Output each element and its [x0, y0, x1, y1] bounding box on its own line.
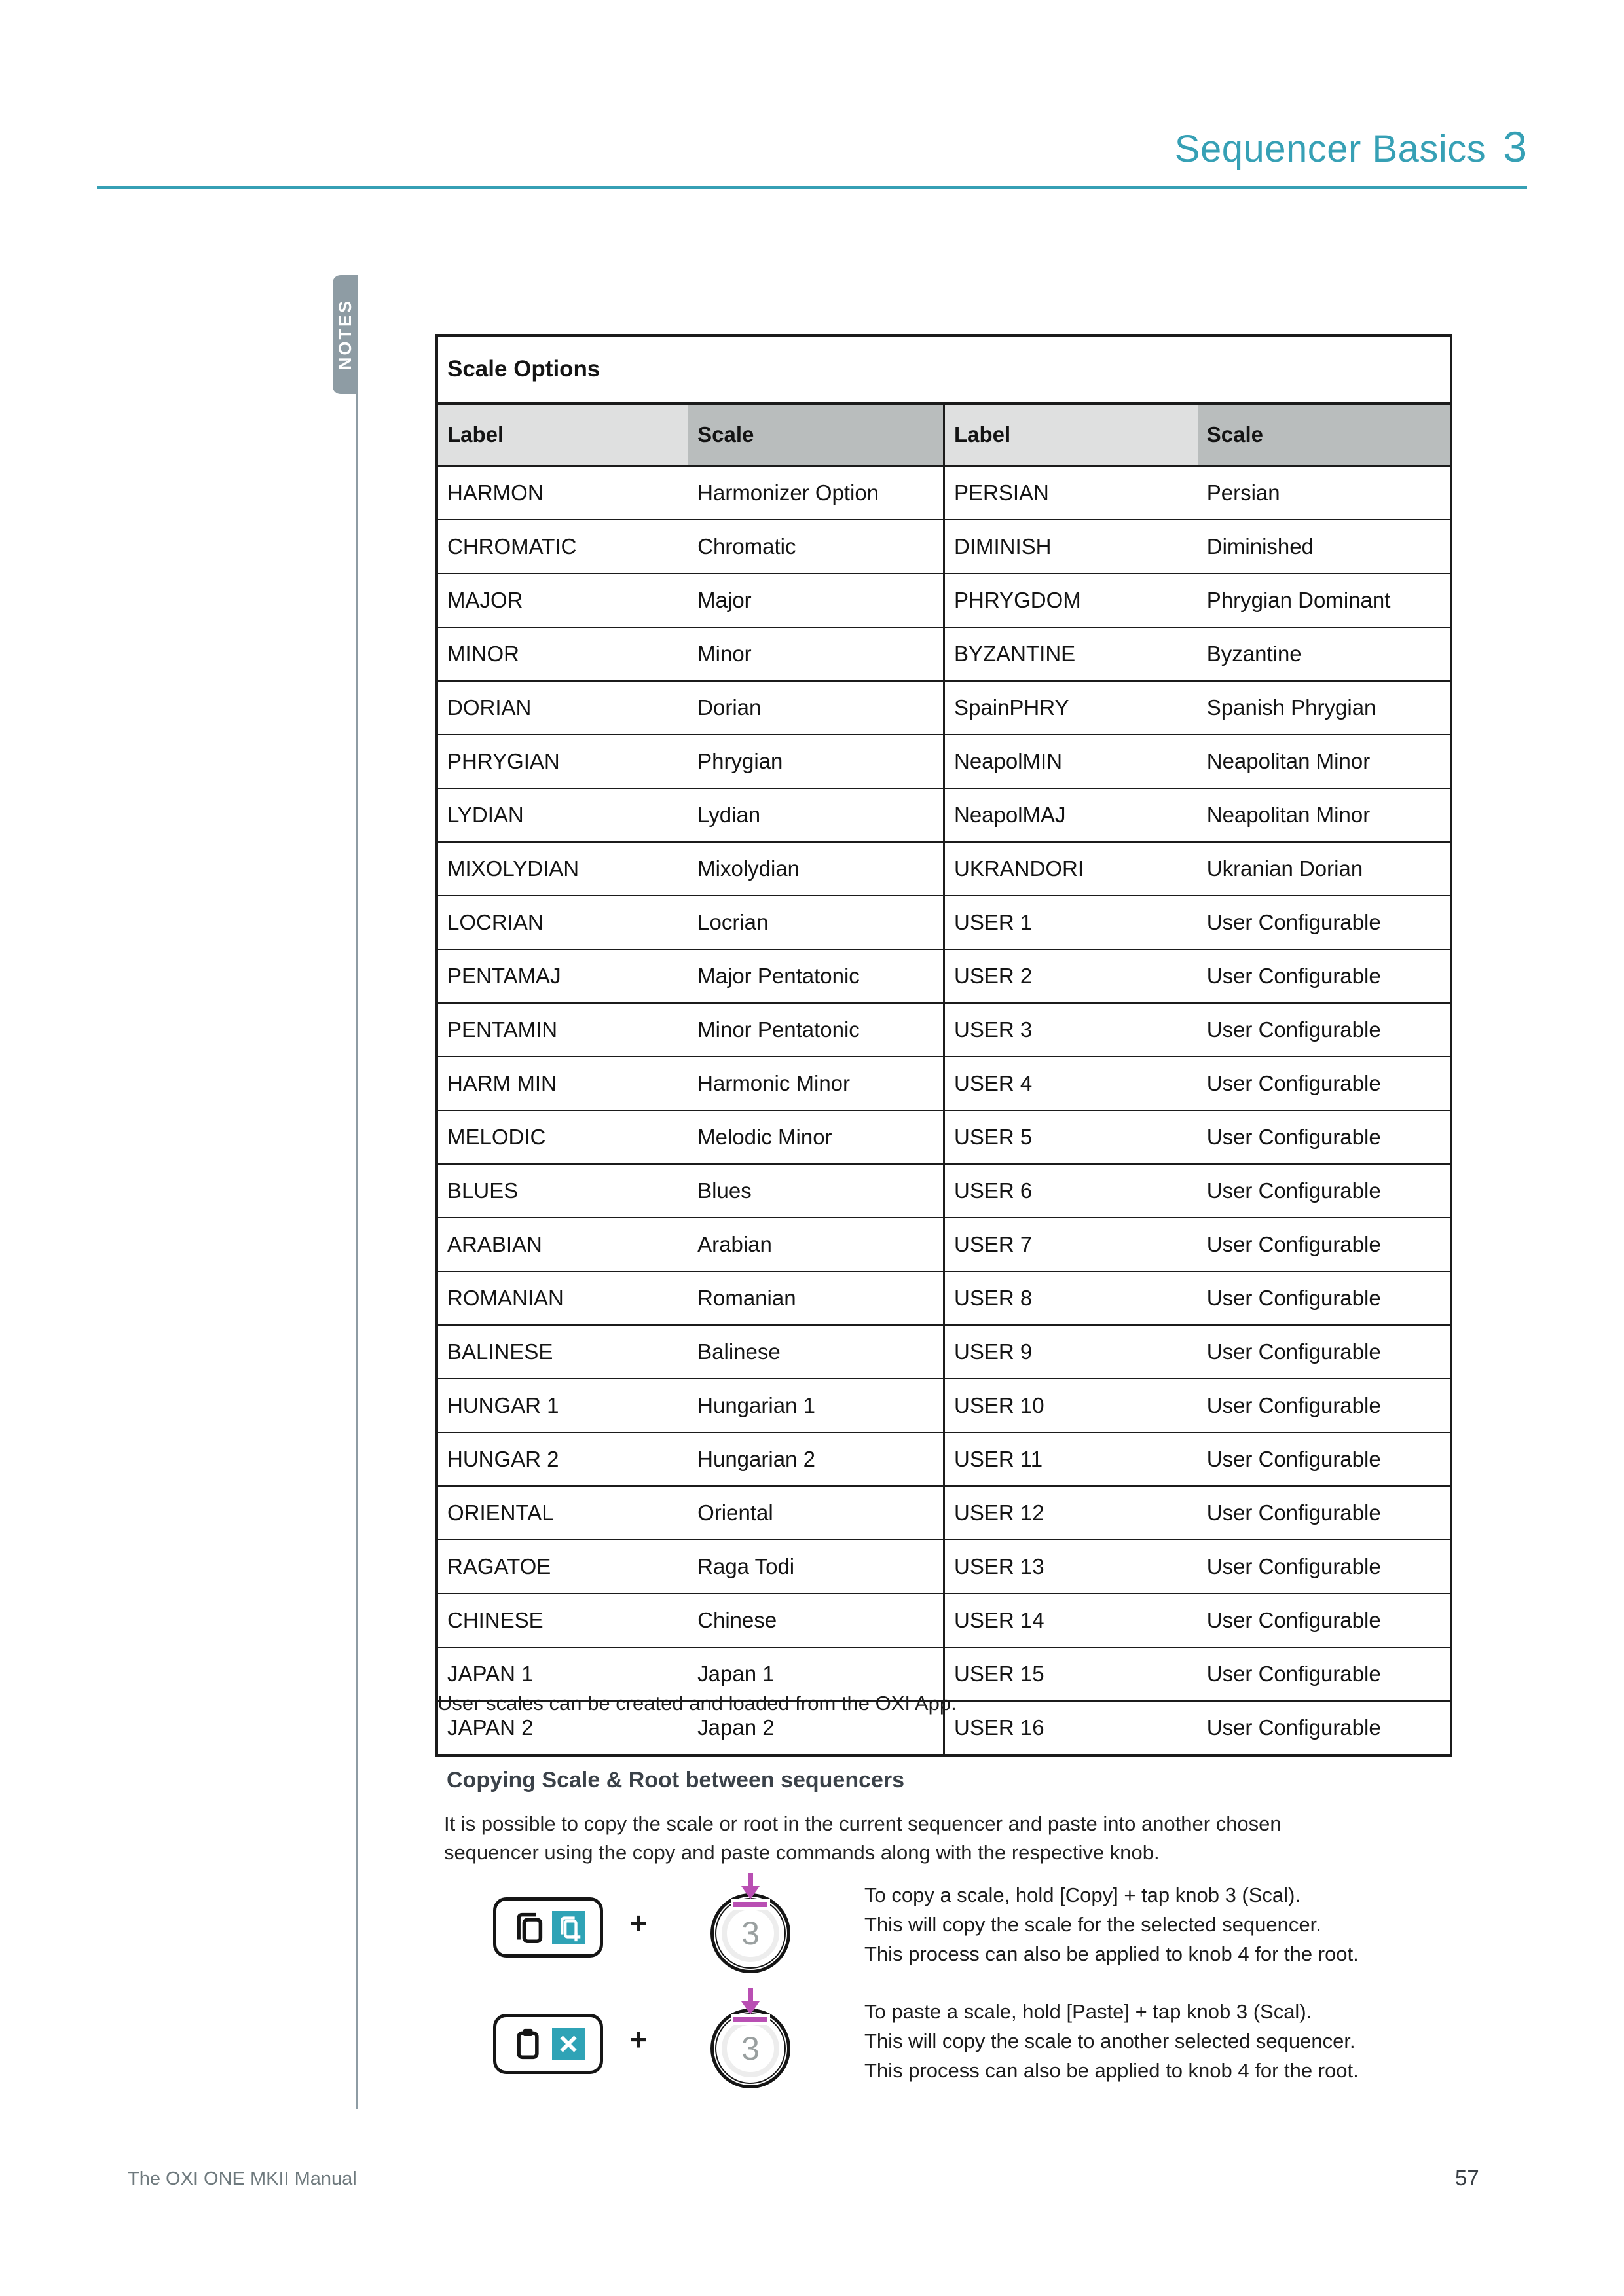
scale-label-cell: UKRANDORI: [944, 842, 1197, 896]
scale-name-cell: Phrygian: [688, 735, 944, 788]
footer-page-number: 57: [1455, 2166, 1479, 2190]
section-intro: [444, 1810, 1282, 1867]
scale-name-cell: User Configurable: [1198, 1325, 1451, 1379]
scale-name-cell: Harmonizer Option: [688, 466, 944, 520]
scale-name-cell: Spanish Phrygian: [1198, 681, 1451, 735]
table-row: [437, 949, 1451, 1003]
table-row: [437, 466, 1451, 520]
scale-name-cell: User Configurable: [1198, 949, 1451, 1003]
table-row: [437, 1164, 1451, 1218]
copy-add-box: [552, 1911, 585, 1944]
column-header-label-2: Label: [944, 403, 1197, 466]
paste-step-text: [864, 1997, 1359, 2085]
scale-name-cell: User Configurable: [1198, 1432, 1451, 1486]
table-row: [437, 1379, 1451, 1432]
scale-name-cell: Dorian: [688, 681, 944, 735]
scale-label-cell: CHINESE: [437, 1594, 688, 1647]
scale-label-cell: PENTAMIN: [437, 1003, 688, 1057]
knob-3-paste: [710, 2009, 790, 2088]
footer-manual-title: The OXI ONE MKII Manual: [128, 2168, 357, 2189]
text-line: sequencer using the copy and paste commands along with the respective knob.: [444, 1841, 1160, 1864]
table-row: [437, 735, 1451, 788]
scale-label-cell: CHROMATIC: [437, 520, 688, 574]
scale-label-cell: PERSIAN: [944, 466, 1197, 520]
notes-tab-label: NOTES: [335, 299, 355, 370]
scale-name-cell: Mixolydian: [688, 842, 944, 896]
scale-label-cell: PHRYGDOM: [944, 574, 1197, 627]
scale-label-cell: USER 1: [944, 896, 1197, 949]
scale-name-cell: User Configurable: [1198, 1379, 1451, 1432]
plus-sign: +: [630, 2022, 648, 2056]
scale-name-cell: User Configurable: [1198, 896, 1451, 949]
scale-label-cell: ARABIAN: [437, 1218, 688, 1271]
scale-label-cell: PHRYGIAN: [437, 735, 688, 788]
scale-label-cell: MIXOLYDIAN: [437, 842, 688, 896]
scale-name-cell: User Configurable: [1198, 1003, 1451, 1057]
copy-add-icon: [552, 1911, 585, 1944]
text-line: This process can also be applied to knob 4 for the root.: [864, 2059, 1359, 2082]
column-header-scale-1: Scale: [688, 403, 944, 466]
table-row: [437, 574, 1451, 627]
scale-name-cell: User Configurable: [1198, 1486, 1451, 1540]
scale-name-cell: Lydian: [688, 788, 944, 842]
text-line: This process can also be applied to knob 4 for the root.: [864, 1942, 1359, 1965]
scale-label-cell: BLUES: [437, 1164, 688, 1218]
scale-name-cell: Neapolitan Minor: [1198, 735, 1451, 788]
scale-label-cell: USER 14: [944, 1594, 1197, 1647]
chapter-number: 3: [1503, 122, 1527, 171]
tap-arrow-icon: [729, 1988, 771, 2029]
scale-label-cell: USER 16: [944, 1701, 1197, 1755]
scale-name-cell: User Configurable: [1198, 1110, 1451, 1164]
scale-name-cell: Raga Todi: [688, 1540, 944, 1594]
scale-label-cell: JAPAN 2: [437, 1701, 688, 1755]
table-title: Scale Options: [437, 335, 1451, 403]
scale-name-cell: Melodic Minor: [688, 1110, 944, 1164]
scale-name-cell: Hungarian 1: [688, 1379, 944, 1432]
scale-label-cell: MINOR: [437, 627, 688, 681]
scale-label-cell: USER 7: [944, 1218, 1197, 1271]
knob-3-copy: [710, 1893, 790, 1973]
scale-label-cell: NeapolMIN: [944, 735, 1197, 788]
scale-name-cell: Hungarian 2: [688, 1432, 944, 1486]
scale-name-cell: User Configurable: [1198, 1164, 1451, 1218]
table-row: [437, 1218, 1451, 1271]
scale-label-cell: HUNGAR 1: [437, 1379, 688, 1432]
scale-label-cell: USER 10: [944, 1379, 1197, 1432]
paste-clipboard-icon: [512, 2027, 544, 2061]
clear-x-box: [552, 2028, 585, 2060]
section-heading: Copying Scale & Root between sequencers: [447, 1768, 905, 1793]
scale-options-table: [435, 334, 1452, 1757]
scale-name-cell: User Configurable: [1198, 1271, 1451, 1325]
text-line: This will copy the scale to another selected sequencer.: [864, 2030, 1356, 2052]
table-title-row: [437, 335, 1451, 403]
scale-label-cell: USER 4: [944, 1057, 1197, 1110]
scale-name-cell: Neapolitan Minor: [1198, 788, 1451, 842]
scale-label-cell: RAGATOE: [437, 1540, 688, 1594]
scale-name-cell: Romanian: [688, 1271, 944, 1325]
chapter-title: Sequencer Basics: [1174, 128, 1486, 170]
table-row: [437, 1110, 1451, 1164]
copy-step-text: [864, 1880, 1359, 1969]
scale-name-cell: Major: [688, 574, 944, 627]
notes-vertical-line: [356, 394, 358, 2109]
scale-label-cell: USER 9: [944, 1325, 1197, 1379]
table-row: [437, 1432, 1451, 1486]
header-rule: [97, 186, 1527, 189]
clear-x-icon: [552, 2028, 585, 2060]
scale-label-cell: USER 11: [944, 1432, 1197, 1486]
scale-name-cell: Chinese: [688, 1594, 944, 1647]
text-line: To paste a scale, hold [Paste] + tap knob 3 (Scal).: [864, 2000, 1312, 2023]
scale-name-cell: Harmonic Minor: [688, 1057, 944, 1110]
table-row: [437, 1271, 1451, 1325]
knob-number: 3: [741, 2030, 760, 2067]
scale-label-cell: MAJOR: [437, 574, 688, 627]
scale-label-cell: DORIAN: [437, 681, 688, 735]
scale-name-cell: Major Pentatonic: [688, 949, 944, 1003]
column-header-label-1: Label: [437, 403, 688, 466]
scale-table-body: [437, 466, 1451, 1756]
scale-name-cell: Chromatic: [688, 520, 944, 574]
scale-label-cell: LOCRIAN: [437, 896, 688, 949]
scale-name-cell: Ukranian Dorian: [1198, 842, 1451, 896]
table-row: [437, 1057, 1451, 1110]
scale-label-cell: HARM MIN: [437, 1057, 688, 1110]
scale-name-cell: Locrian: [688, 896, 944, 949]
table-row: [437, 1540, 1451, 1594]
plus-sign: +: [630, 1906, 648, 1940]
scale-name-cell: Minor: [688, 627, 944, 681]
table-row: [437, 1594, 1451, 1647]
scale-label-cell: BYZANTINE: [944, 627, 1197, 681]
scale-name-cell: Japan 2: [688, 1701, 944, 1755]
copy-button: [493, 1897, 603, 1958]
scale-label-cell: USER 3: [944, 1003, 1197, 1057]
scale-label-cell: ROMANIAN: [437, 1271, 688, 1325]
scale-label-cell: LYDIAN: [437, 788, 688, 842]
text-line: To copy a scale, hold [Copy] + tap knob 3 (Scal).: [864, 1884, 1301, 1906]
text-line: It is possible to copy the scale or root in the current sequencer and paste into another chosen: [444, 1812, 1282, 1835]
scale-name-cell: User Configurable: [1198, 1218, 1451, 1271]
scale-name-cell: Arabian: [688, 1218, 944, 1271]
scale-name-cell: Japan 1: [688, 1647, 944, 1701]
scale-label-cell: PENTAMAJ: [437, 949, 688, 1003]
knob-number: 3: [741, 1915, 760, 1952]
table-row: [437, 788, 1451, 842]
table-row: [437, 520, 1451, 574]
scale-label-cell: BALINESE: [437, 1325, 688, 1379]
table-row: [437, 842, 1451, 896]
scale-name-cell: Minor Pentatonic: [688, 1003, 944, 1057]
scale-label-cell: HUNGAR 2: [437, 1432, 688, 1486]
copy-icon: [512, 1910, 544, 1944]
scale-name-cell: Phrygian Dominant: [1198, 574, 1451, 627]
scale-label-cell: USER 13: [944, 1540, 1197, 1594]
chapter-header: [1175, 122, 1527, 172]
scale-label-cell: DIMINISH: [944, 520, 1197, 574]
scale-label-cell: ORIENTAL: [437, 1486, 688, 1540]
scale-name-cell: Persian: [1198, 466, 1451, 520]
scale-label-cell: MELODIC: [437, 1110, 688, 1164]
scale-label-cell: USER 2: [944, 949, 1197, 1003]
scale-name-cell: Byzantine: [1198, 627, 1451, 681]
text-line: This will copy the scale for the selected sequencer.: [864, 1913, 1321, 1936]
column-header-scale-2: Scale: [1198, 403, 1451, 466]
table-row: [437, 896, 1451, 949]
table-header-row: [437, 403, 1451, 466]
scale-label-cell: JAPAN 1: [437, 1647, 688, 1701]
scale-label-cell: NeapolMAJ: [944, 788, 1197, 842]
scale-label-cell: USER 12: [944, 1486, 1197, 1540]
table-row: [437, 627, 1451, 681]
scale-label-cell: USER 6: [944, 1164, 1197, 1218]
tap-arrow-icon: [729, 1873, 771, 1914]
scale-label-cell: HARMON: [437, 466, 688, 520]
scale-label-cell: USER 8: [944, 1271, 1197, 1325]
table-caption: User scales can be created and loaded from the OXI App.: [437, 1692, 957, 1715]
scale-label-cell: SpainPHRY: [944, 681, 1197, 735]
scale-name-cell: Balinese: [688, 1325, 944, 1379]
scale-name-cell: User Configurable: [1198, 1647, 1451, 1701]
scale-name-cell: User Configurable: [1198, 1701, 1451, 1755]
scale-label-cell: USER 15: [944, 1647, 1197, 1701]
paste-button: [493, 2014, 603, 2074]
table-row: [437, 681, 1451, 735]
scale-name-cell: User Configurable: [1198, 1057, 1451, 1110]
scale-name-cell: Oriental: [688, 1486, 944, 1540]
scale-name-cell: Blues: [688, 1164, 944, 1218]
scale-name-cell: Diminished: [1198, 520, 1451, 574]
scale-name-cell: User Configurable: [1198, 1594, 1451, 1647]
table-row: [437, 1486, 1451, 1540]
scale-label-cell: USER 5: [944, 1110, 1197, 1164]
scale-name-cell: User Configurable: [1198, 1540, 1451, 1594]
table-row: [437, 1003, 1451, 1057]
table-row: [437, 1325, 1451, 1379]
notes-tab: [333, 275, 358, 394]
